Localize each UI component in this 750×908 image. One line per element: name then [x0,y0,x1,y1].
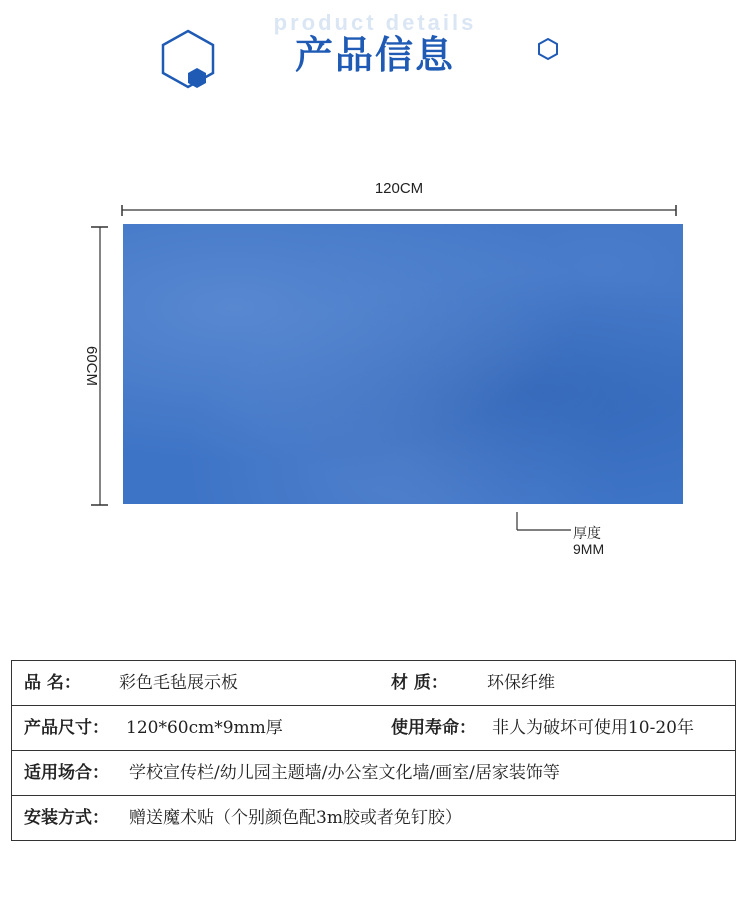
material-value: 环保纤维 [486,673,555,693]
usage-label: 适用场合： [24,763,109,783]
installation-value: 赠送魔术贴（个别颜色配3m胶或者免钉胶） [129,808,462,828]
width-dimension-label: 120CM [374,180,424,197]
hexagon-outline-icon [160,28,216,90]
spec-row [12,751,735,796]
hexagon-small-icon [537,37,559,61]
product-name-label: 品 名： [24,673,81,693]
lifespan-value: 非人为破坏可使用10-20年 [491,718,694,738]
height-dimension-label: 60CM [83,345,100,386]
spec-cell [391,706,735,751]
spec-table [11,660,736,841]
product-figure [0,160,750,580]
thickness-marker-line [515,512,575,534]
spec-cell [391,661,735,706]
size-label: 产品尺寸： [24,718,109,738]
spec-row [12,796,735,841]
spec-cell [12,706,391,751]
spec-row [12,661,735,706]
spec-row [12,706,735,751]
thickness-value: 9MM [573,541,605,557]
lifespan-label: 使用寿命： [390,718,476,738]
thickness-label: 厚度 [573,526,601,542]
section-title: 产品信息 [294,33,455,77]
spec-cell [12,661,391,706]
size-value: 120*60cm*9mm厚 [126,718,283,738]
material-label: 材 质： [390,673,448,693]
usage-value: 学校宣传栏/幼儿园主题墙/办公室文化墙/画室/居家装饰等 [129,763,560,783]
product-name-value: 彩色毛毡展示板 [119,673,238,693]
installation-label: 安装方式： [24,808,109,828]
felt-board-image [123,224,683,504]
section-subtitle: product details [273,10,477,35]
section-header [0,0,750,110]
